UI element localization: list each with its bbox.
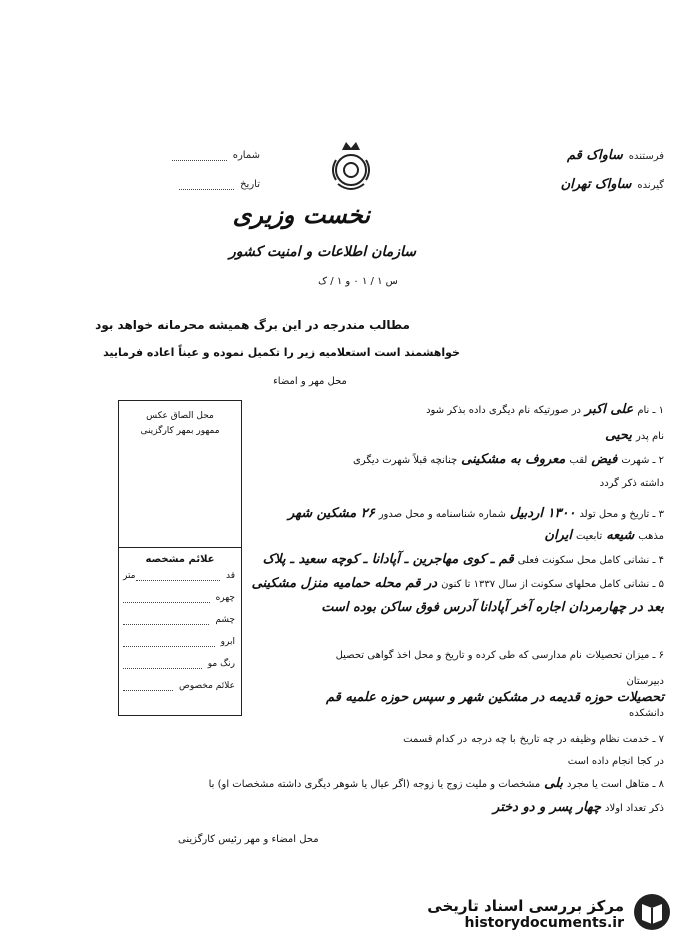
feature-blank	[136, 571, 220, 581]
field-surname-tail-2: داشته ذکر گردد	[599, 478, 664, 489]
field-past-address-row-2	[314, 600, 664, 615]
date-blank	[179, 179, 234, 190]
photo-label-line-1: محل الصاق عکس	[146, 411, 214, 421]
field-father-label: نام پدر	[635, 431, 664, 442]
field-school-label: دبیرستان	[626, 676, 664, 687]
feature-eye	[123, 615, 235, 625]
field-military-tail: در کدام قسمت	[403, 734, 468, 745]
field-religion-label: مذهب	[638, 531, 664, 542]
date-line	[150, 179, 260, 190]
field-marital-value: بلی	[544, 776, 563, 791]
number-label: شماره	[232, 150, 260, 161]
seal-label: محل مهر و امضاء	[273, 376, 347, 387]
sender-label: فرستنده	[628, 151, 664, 162]
feature-blank	[123, 593, 210, 603]
features-title: علائم مشخصه	[145, 554, 215, 565]
field-birth-label: ۳ ـ تاریخ و محل تولد	[579, 509, 664, 520]
document-title: نخست وزیری	[232, 200, 370, 229]
feature-label: علائم مخصوص	[178, 681, 235, 691]
confidential-notice: مطالب مندرجه در این برگ همیشه محرمانه خواهد بود	[95, 318, 410, 332]
photo-area	[119, 401, 241, 548]
field-marital-tail: مشخصات و ملیت زوج یا زوجه (اگر عیال یا شوهر دیگری داشته مشخصات او) با	[208, 779, 541, 790]
field-surname-row	[334, 452, 664, 467]
feature-face	[123, 593, 235, 603]
feature-blank	[123, 659, 202, 669]
field-name-row	[334, 402, 664, 417]
field-school-value-row	[324, 690, 664, 705]
field-education-tail: نام مدارسی که طی کرده و تاریخ و محل اخذ گواهی تحصیل	[335, 650, 582, 661]
field-religion-row	[334, 528, 664, 543]
field-past-address-label: ۵ ـ نشانی کامل محلهای سکونت از سال ۱۳۳۷ تا کنون	[441, 579, 664, 590]
field-surname-label: ۲ ـ شهرت	[621, 455, 664, 466]
field-nickname-value: معروف به مشکینی	[461, 452, 566, 467]
field-father-value: یحیی	[605, 428, 632, 443]
brand-url: historydocuments.ir	[464, 915, 624, 931]
field-military-row-2	[264, 756, 664, 767]
field-name-label: ۱ ـ نام	[637, 405, 664, 416]
field-father-row	[334, 428, 664, 443]
brand-name: مرکز بررسی اسناد تاریخی	[427, 897, 624, 915]
feature-label: چهره	[215, 593, 235, 603]
feature-blank	[123, 637, 215, 647]
feature-label: چشم	[215, 615, 235, 625]
field-address-label: ۴ ـ نشانی کامل محل سکونت فعلی	[517, 555, 664, 566]
field-birth-value: ۱۳۰۰ اردبیل	[509, 506, 576, 521]
field-education-label: ۶ ـ میزان تحصیلات	[585, 650, 664, 661]
request-text: خواهشمند است استعلامیه زیر را تکمیل نموده و عیناً اعاده فرمایید	[103, 346, 460, 359]
field-military-where: در کجا	[637, 756, 664, 767]
number-blank	[172, 150, 227, 161]
field-nationality-label: تابعیت	[575, 531, 603, 542]
field-children-label: ذکر تعداد اولاد	[605, 803, 664, 814]
field-school-label-row	[334, 676, 664, 687]
receiver-value: ساواک تهران	[560, 177, 632, 192]
sender-line	[464, 148, 664, 163]
field-past-address-value: در قم محله حمامیه منزل مشکینی	[251, 576, 438, 591]
field-marital-row	[208, 776, 664, 791]
feature-label: رنگ مو	[207, 659, 235, 669]
field-name-value: علی اکبر	[584, 402, 634, 417]
feature-eyebrow	[123, 637, 235, 647]
feature-label: ابرو	[220, 637, 235, 647]
brand-watermark	[427, 892, 672, 936]
feature-blank	[123, 615, 209, 625]
lion-and-sun-emblem-icon	[326, 140, 376, 195]
brand-text	[427, 897, 624, 931]
field-children-row	[244, 800, 664, 815]
field-military-label: ۷ ـ خدمت نظام وظیفه در چه تاریخ	[519, 734, 664, 745]
photo-label	[119, 409, 241, 439]
reference-number: س ۱ / ۱ ۰ و ۱ / ک	[318, 276, 398, 287]
field-military-mid: با چه درجه	[471, 734, 516, 745]
feature-blank	[123, 681, 173, 691]
field-university-row	[334, 708, 664, 719]
feature-hair-color	[123, 659, 235, 669]
field-nationality-value: ایران	[544, 528, 572, 543]
field-surname-tail: چنانچه قبلاً شهرت دیگری	[352, 455, 458, 466]
field-university-label: دانشکده	[629, 708, 664, 719]
hr-signature-label: محل امضاء و مهر رئیس کارگزینی	[178, 834, 319, 845]
field-address-row	[262, 552, 664, 567]
header-routing	[464, 148, 664, 206]
field-military-done: انجام داده است	[567, 756, 634, 767]
field-children-value: چهار پسر و دو دختر	[493, 800, 602, 815]
field-id-label: شماره شناسنامه و محل صدور	[378, 509, 506, 520]
field-address-value: قم ـ کوی مهاجرین ـ آپادانا ـ کوچه سعید ـ پلاک	[262, 552, 514, 567]
feature-label: قد	[225, 571, 235, 581]
field-military-row	[264, 734, 664, 745]
sender-value: ساواک قم	[567, 148, 623, 163]
field-surname-value: فیض	[591, 452, 618, 467]
feature-special-marks	[123, 681, 235, 691]
field-past-address-row	[251, 576, 664, 591]
field-id-value: ۲۶ مشکین شهر	[288, 506, 375, 521]
field-religion-value: شیعه	[606, 528, 635, 543]
book-logo-icon	[632, 892, 672, 936]
field-education-row	[314, 650, 664, 661]
date-label: تاریخ	[240, 179, 260, 190]
field-school-value: تحصیلات حوزه قدیمه در مشکین شهر و سپس حوزه علمیه قم	[326, 690, 664, 705]
feature-unit: متر	[123, 571, 136, 581]
receiver-label: گیرنده	[637, 180, 664, 191]
organization-name: سازمان اطلاعات و امنیت کشور	[229, 244, 416, 260]
photo-and-features-box	[118, 400, 242, 716]
field-marital-label: ۸ ـ متاهل است یا مجرد	[566, 779, 664, 790]
field-name-tail: در صورتیکه نام دیگری داده بذکر شود	[426, 405, 581, 416]
field-surname-tail-row	[334, 478, 664, 489]
number-line	[150, 150, 260, 161]
receiver-line	[464, 177, 664, 192]
field-past-address-value-2: بعد در چهارمردان اجاره آخر آپادانا آدرس فوق ساکن بوده است	[321, 600, 664, 615]
field-nickname-label: لقب	[569, 455, 588, 466]
photo-label-line-2: ممهور بمهر کارگزینی	[140, 426, 220, 436]
field-birth-row	[288, 506, 664, 521]
feature-height	[123, 571, 235, 581]
